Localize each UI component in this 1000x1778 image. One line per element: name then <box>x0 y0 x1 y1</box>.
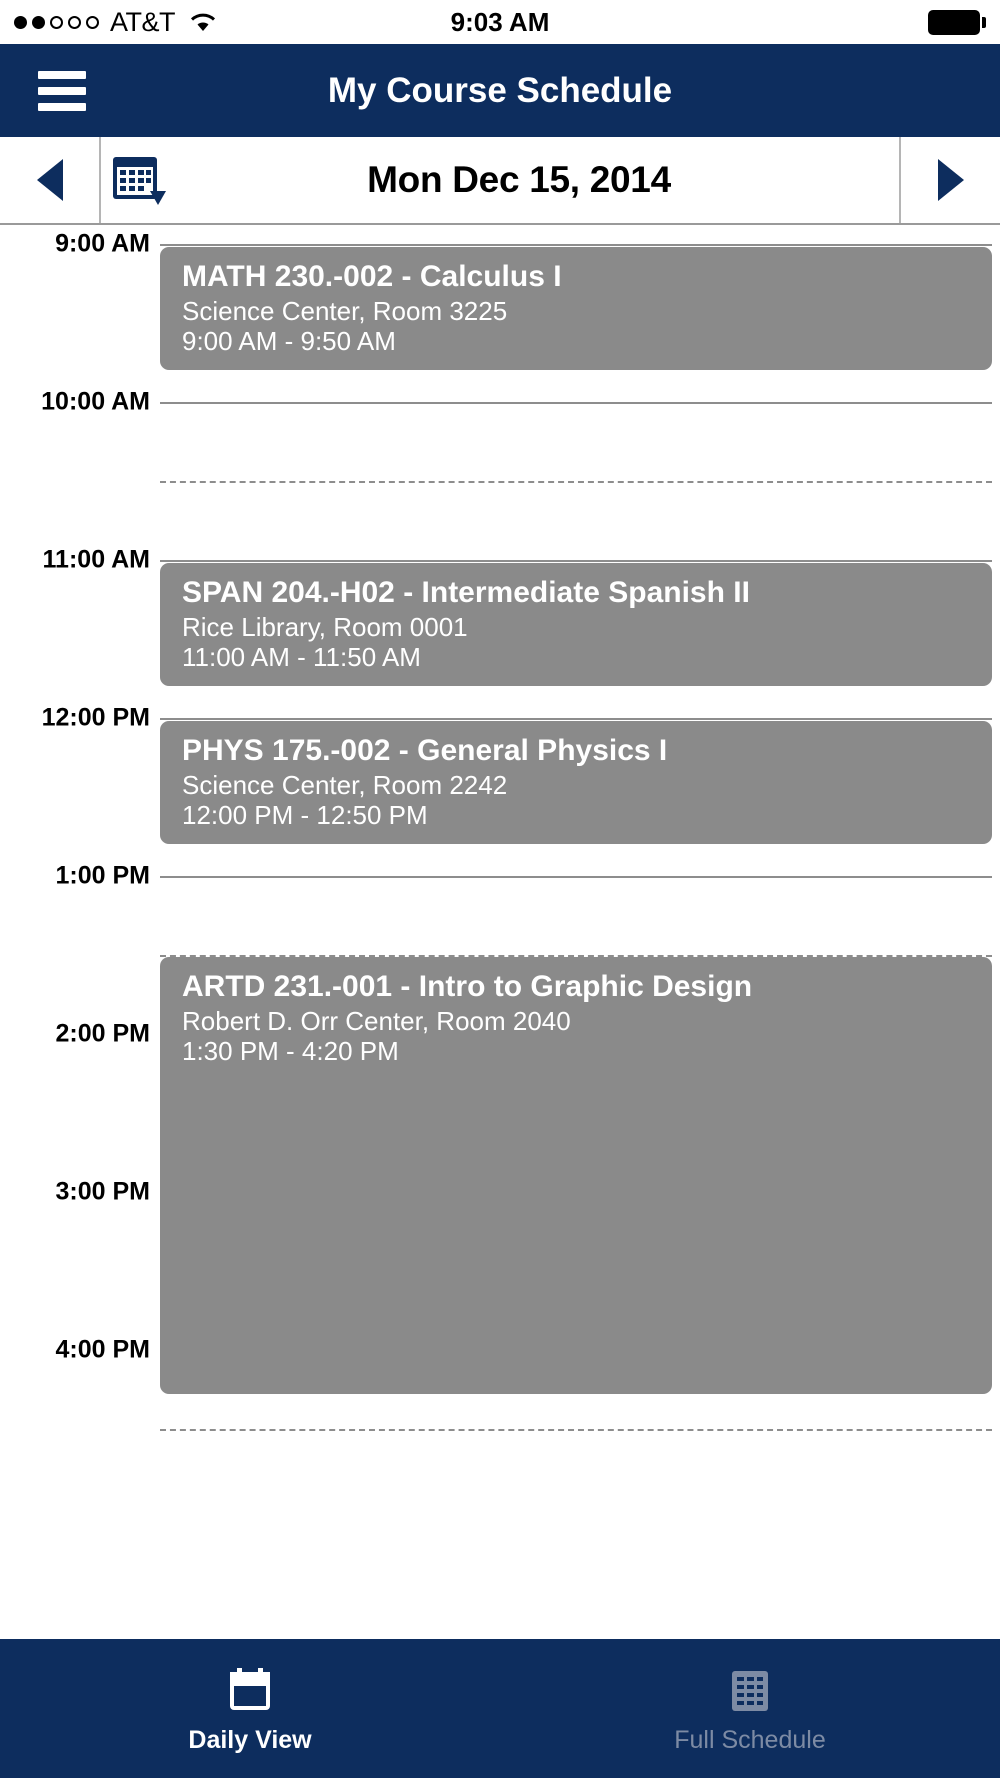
tab-full-schedule[interactable] <box>500 1641 1000 1778</box>
event-time: 11:00 AM - 11:50 AM <box>182 642 421 673</box>
nav-bar <box>0 44 1000 137</box>
grid-line-hour <box>160 560 992 562</box>
calendar-picker-button[interactable] <box>101 137 179 223</box>
event-title: SPAN 204.-H02 - Intermediate Spanish II <box>182 576 750 609</box>
event-location: Rice Library, Room 0001 <box>182 612 468 643</box>
grid-line-half <box>160 481 992 483</box>
grid-line-hour <box>160 876 992 878</box>
grid-line-half <box>160 1429 992 1431</box>
tab-bar <box>0 1639 1000 1778</box>
tab-label: Daily View <box>188 1726 312 1754</box>
previous-day-button[interactable] <box>0 137 101 223</box>
hamburger-menu-icon[interactable] <box>38 71 86 111</box>
schedule-event[interactable] <box>160 563 992 686</box>
grid-line-hour <box>160 718 992 720</box>
event-time: 9:00 AM - 9:50 AM <box>182 326 396 357</box>
status-time: 9:03 AM <box>450 6 550 37</box>
hour-label: 10:00 AM <box>41 387 150 416</box>
battery-icon <box>928 10 986 35</box>
next-day-button[interactable] <box>899 137 1000 223</box>
event-location: Science Center, Room 2242 <box>182 770 508 801</box>
grid-list-icon <box>724 1664 776 1716</box>
tab-label: Full Schedule <box>674 1726 826 1754</box>
event-location: Robert D. Orr Center, Room 2040 <box>182 1006 571 1037</box>
hour-label: 12:00 PM <box>41 703 150 732</box>
event-title: MATH 230.-002 - Calculus I <box>182 260 562 293</box>
event-time: 12:00 PM - 12:50 PM <box>182 800 428 831</box>
event-location: Science Center, Room 3225 <box>182 296 508 327</box>
current-date-label: Mon Dec 15, 2014 <box>367 159 671 200</box>
triangle-right-icon <box>938 159 964 201</box>
event-time: 1:30 PM - 4:20 PM <box>182 1036 399 1067</box>
grid-line-hour <box>160 244 992 246</box>
event-title: PHYS 175.-002 - General Physics I <box>182 734 668 767</box>
page-title: My Course Schedule <box>327 70 673 110</box>
schedule-event[interactable] <box>160 247 992 370</box>
hour-label: 9:00 AM <box>55 229 150 258</box>
hour-label: 2:00 PM <box>55 1019 150 1048</box>
wifi-icon <box>188 10 218 34</box>
calendar-picker-icon <box>110 151 170 209</box>
triangle-left-icon <box>37 159 63 201</box>
schedule-event[interactable] <box>160 721 992 844</box>
hour-label: 3:00 PM <box>55 1177 150 1206</box>
schedule-event[interactable] <box>160 957 992 1394</box>
carrier-label: AT&T <box>110 6 175 37</box>
hour-label: 4:00 PM <box>55 1335 150 1364</box>
event-title: ARTD 231.-001 - Intro to Graphic Design <box>182 970 753 1003</box>
calendar-icon <box>224 1664 276 1716</box>
schedule-grid[interactable] <box>0 225 1000 1452</box>
grid-line-hour <box>160 402 992 404</box>
date-navigation-bar <box>0 137 1000 225</box>
signal-strength-icon <box>14 16 99 29</box>
hour-label: 1:00 PM <box>55 861 150 890</box>
status-bar <box>0 0 1000 44</box>
hour-label: 11:00 AM <box>42 545 150 574</box>
tab-daily-view[interactable] <box>0 1641 500 1778</box>
